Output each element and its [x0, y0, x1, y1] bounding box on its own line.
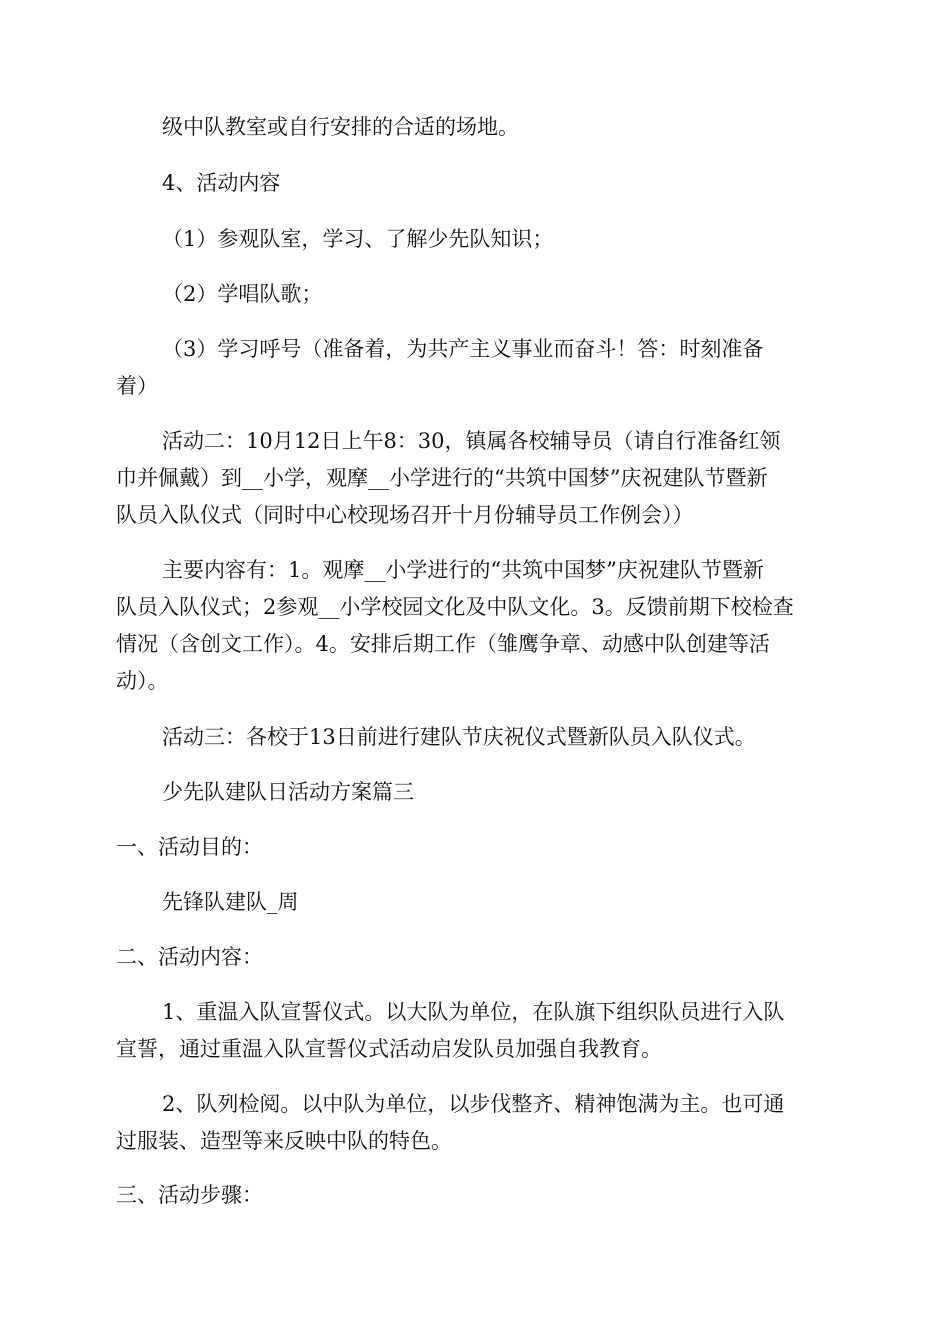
text-line: 1、重温入队宣誓仪式。以大队为单位，在队旗下组织队员进行入队	[162, 1000, 785, 1024]
list-item	[116, 331, 836, 405]
text-line: （2）学唱队歌；	[162, 282, 323, 306]
text-line: 宣誓，通过重温入队宣誓仪式活动启发队员加强自我教育。	[116, 1037, 662, 1061]
text-line: 三、活动步骤：	[116, 1183, 263, 1207]
paragraph	[116, 994, 836, 1068]
paragraph	[116, 109, 836, 146]
text-line: 情况（含创文工作）。4。安排后期工作（雏鹰争章、动感中队创建等活	[116, 632, 770, 656]
text-line: 活动二：10月12日上午8：30，镇属各校辅导员（请自行准备红领	[162, 429, 781, 453]
text-line: （1）参观队室，学习、了解少先队知识；	[162, 227, 554, 251]
text-line: 2、队列检阅。以中队为单位，以步伐整齐、精神饱满为主。也可通	[162, 1092, 785, 1116]
list-item	[116, 276, 836, 313]
section-heading	[116, 1177, 836, 1214]
paragraph	[116, 1086, 836, 1160]
text-line: 队员入队仪式（同时中心校现场召开十月份辅导员工作例会））	[116, 503, 694, 527]
text-line: 队员入队仪式；2参观__小学校园文化及中队文化。3。反馈前期下校检查	[116, 595, 794, 619]
section-heading	[116, 939, 836, 976]
text-line: 动）。	[116, 669, 169, 693]
text-line: 着）	[116, 374, 158, 398]
paragraph	[116, 884, 836, 921]
text-line: 活动三：各校于13日前进行建队节庆祝仪式暨新队员入队仪式。	[162, 725, 756, 749]
section-heading	[116, 165, 836, 202]
section-heading	[116, 829, 836, 866]
paragraph	[116, 719, 836, 756]
text-line: 过服装、造型等来反映中队的特色。	[116, 1129, 452, 1153]
text-line: 4、活动内容	[162, 171, 281, 195]
list-item	[116, 221, 836, 258]
text-line: （3）学习呼号（准备着，为共产主义事业而奋斗！答：时刻准备	[162, 337, 764, 361]
section-title	[116, 774, 836, 811]
text-line: 少先队建队日活动方案篇三	[162, 780, 414, 804]
text-line: 级中队教室或自行安排的合适的场地。	[162, 115, 519, 139]
text-line: 二、活动内容：	[116, 945, 263, 969]
paragraph	[116, 552, 836, 700]
text-line: 主要内容有：1。观摩__小学进行的“共筑中国梦”庆祝建队节暨新	[162, 558, 764, 582]
text-line: 先锋队建队_周	[162, 890, 299, 914]
text-line: 一、活动目的：	[116, 835, 263, 859]
paragraph	[116, 423, 836, 534]
text-line: 巾并佩戴）到__小学，观摩__小学进行的“共筑中国梦”庆祝建队节暨新	[116, 466, 768, 490]
